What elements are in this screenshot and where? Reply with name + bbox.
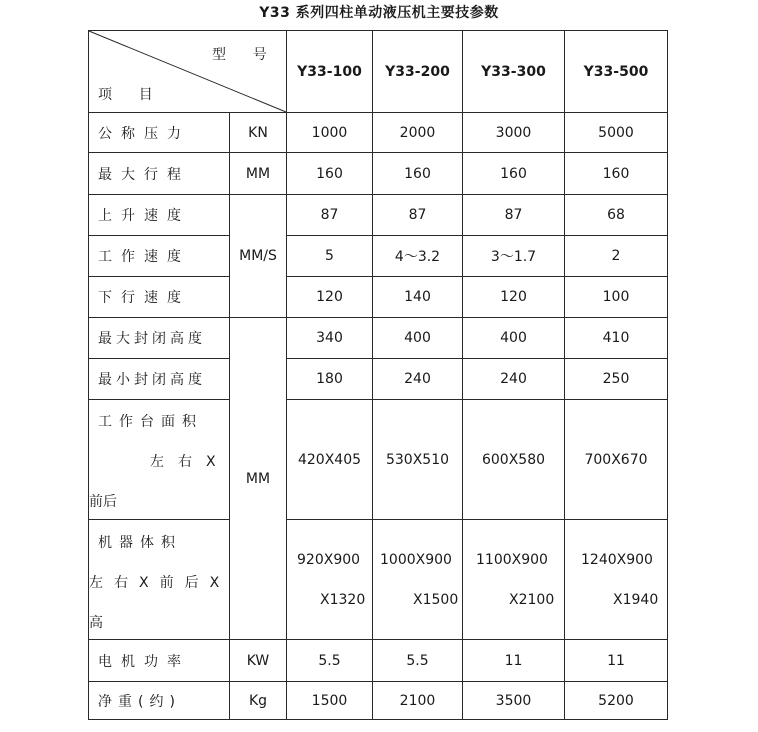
table-cell: 3～1.7: [490, 249, 537, 265]
row-unit: KN: [248, 124, 268, 141]
table-cell-line1: 1100X900: [476, 552, 548, 568]
row-label: 公称压力: [98, 125, 190, 142]
table-cell: 530X510: [385, 451, 450, 468]
table-cell-line2: X1500: [413, 592, 459, 608]
table-cell: 120: [500, 289, 527, 305]
model-header: Y33-500: [583, 63, 649, 80]
table-cell: 1500: [311, 692, 348, 709]
header-model-label: 型 号: [212, 47, 267, 63]
table-cell-line1: 920X900: [297, 552, 361, 568]
row-label-line: 高: [89, 615, 103, 631]
header-item-label: 项 目: [98, 87, 153, 103]
row-label: 上升速度: [98, 208, 190, 224]
row-label: 电机功率: [98, 653, 190, 670]
table-cell: 410: [602, 330, 630, 346]
table-cell: 87: [408, 207, 427, 223]
table-cell: 160: [500, 165, 527, 182]
table-cell-line2: X2100: [509, 592, 555, 608]
merged-unit-speed: MM/S: [239, 248, 277, 264]
model-header: Y33-300: [481, 63, 546, 80]
table-cell: 160: [602, 165, 630, 182]
table-cell: 700X670: [584, 451, 648, 468]
table-cell: 400: [404, 330, 431, 346]
table-cell-line1: 1000X900: [380, 552, 452, 568]
table-cell: 420X405: [297, 451, 362, 468]
table-cell-line2: X1940: [613, 592, 659, 608]
table-cell: 100: [602, 289, 630, 305]
table-cell: 3000: [495, 124, 532, 141]
table-cell: 140: [404, 289, 431, 305]
table-cell: 160: [316, 165, 343, 182]
table-cell: 3500: [495, 692, 532, 709]
table-title: Y33 系列四柱单动液压机主要技参数: [259, 5, 499, 21]
table-cell: 5: [325, 248, 334, 264]
table-cell: 160: [404, 165, 431, 182]
table-cell: 68: [607, 207, 625, 223]
table-cell: 87: [320, 207, 339, 223]
row-label-line: 左右X: [150, 454, 230, 470]
table-cell-line1: 1240X900: [581, 552, 653, 568]
row-unit: KW: [246, 652, 270, 669]
table-cell: 600X580: [481, 451, 546, 468]
table-cell: 87: [504, 207, 523, 223]
table-cell: 340: [316, 330, 343, 346]
table-cell: 2000: [399, 124, 436, 141]
row-label-line: 机器体积: [98, 535, 182, 551]
table-cell: 2: [611, 248, 621, 264]
row-label-line: 左右X前后X: [89, 575, 231, 591]
model-header: Y33-200: [385, 63, 450, 80]
row-label-line: 前后: [89, 494, 117, 510]
row-label-line: 工作台面积: [98, 414, 203, 430]
table-cell: 250: [602, 371, 630, 387]
table-cell: 240: [404, 371, 431, 387]
row-label: 工作速度: [98, 249, 190, 265]
table-cell: 5.5: [406, 652, 429, 669]
row-label: 净重(约): [98, 693, 181, 710]
table-cell: 120: [316, 289, 343, 305]
row-label: 下行速度: [98, 290, 190, 306]
table-cell: 4～3.2: [394, 249, 441, 265]
table-cell: 11: [504, 652, 523, 669]
table-cell: 5.5: [318, 652, 341, 669]
table-cell: 240: [500, 371, 527, 387]
merged-unit-dims: MM: [245, 470, 271, 487]
table-cell: 11: [607, 652, 625, 669]
table-cell: 5200: [598, 692, 634, 709]
row-unit: MM: [245, 165, 271, 182]
row-label: 最小封闭高度: [98, 372, 206, 388]
row-unit: Kg: [248, 692, 268, 709]
table-cell: 5000: [598, 124, 634, 141]
table-cell: 400: [500, 330, 527, 346]
model-header: Y33-100: [297, 63, 362, 80]
table-cell: 2100: [399, 692, 436, 709]
table-cell: 180: [316, 371, 343, 387]
table-cell: 1000: [311, 124, 348, 141]
row-label: 最大行程: [98, 166, 190, 183]
row-label: 最大封闭高度: [98, 331, 206, 347]
table-cell-line2: X1320: [320, 592, 366, 608]
